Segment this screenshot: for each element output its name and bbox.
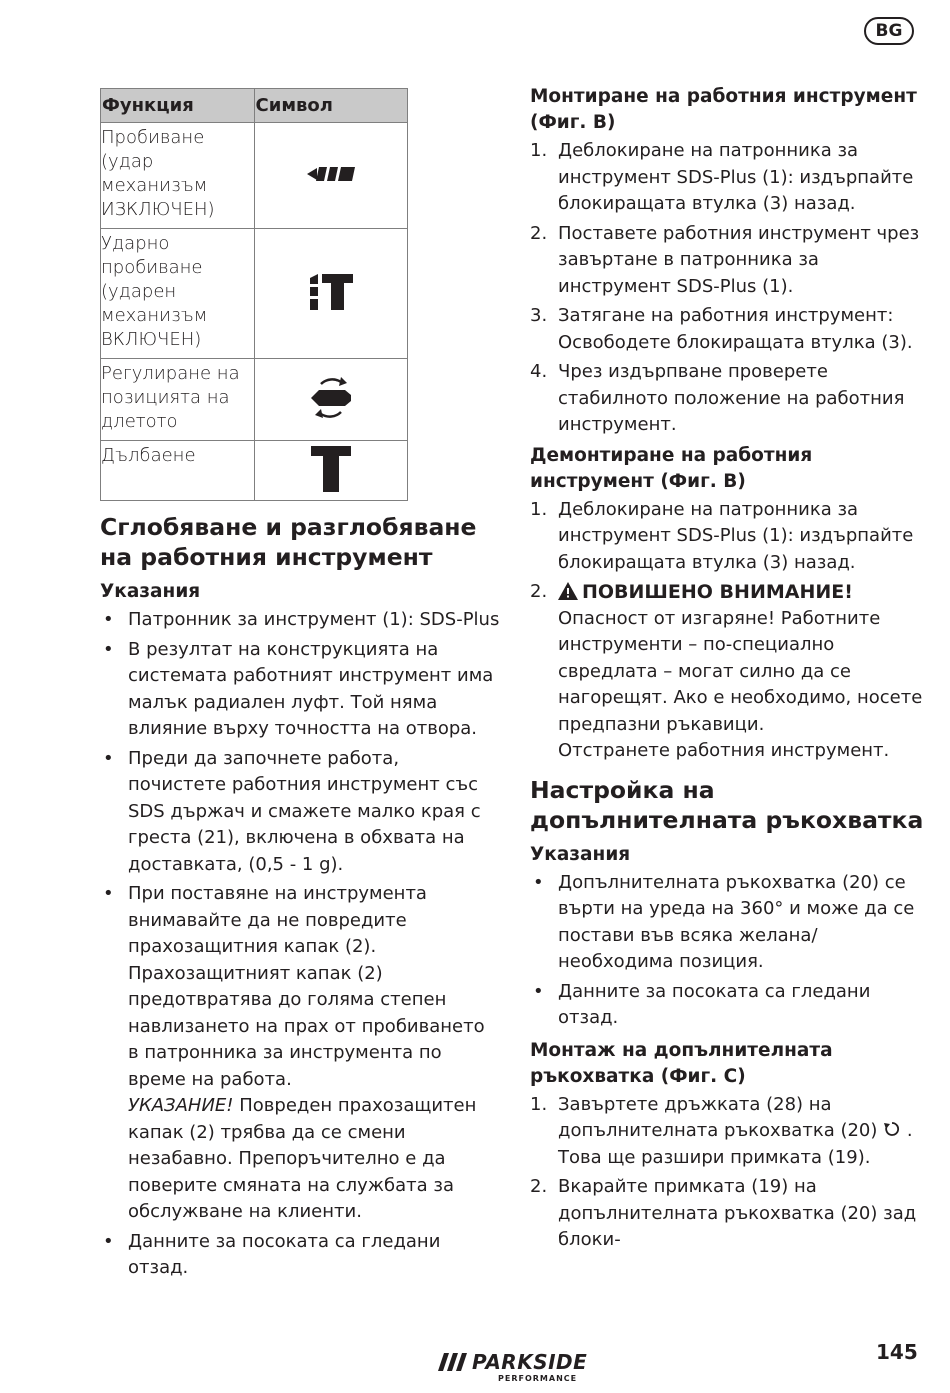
- table-cell-function: Пробиване (удар механизъм ИЗКЛЮЧЕН): [101, 123, 255, 229]
- step-number: 2.: [530, 581, 548, 602]
- table-cell-symbol: [254, 359, 408, 441]
- step-number: 2.: [530, 1176, 548, 1197]
- right-column: [530, 84, 925, 1257]
- table-cell-function: Дълбаене: [101, 441, 255, 501]
- list-item: [100, 746, 500, 879]
- list-item-text: Данните за посоката са гледани отзад.: [558, 980, 871, 1028]
- language-badge: BG: [864, 17, 914, 45]
- step-text: Деблокиране на патронника за инструмент SDS-Plus (1): издърпайте блокиращата втулка (3) назад.: [558, 498, 914, 573]
- chisel-rotate-icon: [307, 374, 355, 422]
- handle-mount-heading: Монтаж на допълнителната ръкохватка (Фиг. C): [530, 1039, 833, 1087]
- list-item: [530, 359, 925, 439]
- list-item-text: Допълнителната ръкохватка (20) се върти на уреда на 360° и може да се постави във всяка желана/необходима позиция.: [558, 871, 915, 972]
- list-item-text: Преди да започнете работа, почистете работния инструмент със SDS държач и смажете малко края с греста (21), включена в обхвата на доставката, (0,5 - 1 g).: [128, 747, 481, 875]
- list-item: [530, 221, 925, 301]
- warning-text: Опасност от изгаряне! Работните инструменти – по-специално свредлата – могат силно да се нагорещят. Ако е необходимо, носете предпазни ръкавици.: [558, 607, 923, 735]
- page-number: 145: [876, 1340, 918, 1364]
- note-label: УКАЗАНИЕ!: [128, 1095, 234, 1116]
- table-row: [101, 229, 408, 359]
- table-header-symbol: Символ: [254, 89, 408, 123]
- mount-heading: Монтиране на работния инструмент (Фиг. B): [530, 86, 917, 133]
- list-item: [530, 979, 925, 1032]
- brand-slashes-icon: [438, 1353, 468, 1371]
- list-item-text: Данните за посоката са гледани отзад.: [128, 1230, 441, 1278]
- brand-subtitle: PERFORMANCE: [498, 1374, 578, 1383]
- note-paragraph: [128, 1093, 500, 1226]
- list-item: [530, 497, 925, 577]
- step-text: . Това ще разшири примката (19).: [558, 1120, 913, 1168]
- warning-action: Отстранете работния инструмент.: [558, 740, 890, 761]
- hammer-drill-icon: [307, 272, 355, 312]
- warning-triangle-icon: [558, 582, 578, 600]
- assembly-heading: Сглобяване и разглобяване на работния инструмент: [100, 513, 477, 571]
- list-item: [530, 1174, 925, 1254]
- table-cell-symbol: [254, 123, 408, 229]
- parkside-logo: [438, 1351, 598, 1387]
- list-item-text: При поставяне на инструмента внимавайте да не повредите прахозащитния капак (2). Прахозащитният капак (2) предотвратява до голяма степен навлизането на прах от пробиването в патронника за инструмента по време на работа.: [128, 883, 485, 1090]
- handle-notes-heading: Указания: [530, 843, 631, 865]
- warning-heading: [558, 579, 925, 606]
- step-number: 4.: [530, 361, 548, 382]
- dismount-steps: [530, 497, 925, 765]
- handle-notes-list: [530, 870, 925, 1032]
- list-item: [530, 579, 925, 765]
- chisel-hammer-icon: [307, 444, 355, 494]
- function-symbol-table: [100, 88, 408, 501]
- brand-name: PARKSIDE: [472, 1350, 588, 1374]
- step-number: 1.: [530, 498, 548, 520]
- rotate-clockwise-icon: [883, 1120, 901, 1138]
- list-item: [100, 607, 500, 634]
- step-text: Затягане на работния инструмент: Освободете блокиращата втулка (3).: [558, 305, 913, 353]
- step-text: Поставете работния инструмент чрез завъртане в патронника за инструмент SDS-Plus (1).: [558, 222, 920, 297]
- list-item: [530, 138, 925, 218]
- table-row: [101, 123, 408, 229]
- table-row: [101, 441, 408, 501]
- note-text: Повреден прахозащитен капак (2) трябва да се смени незабавно. Препоръчително е да поверите смяната на службата за обслужване на клиенти.: [128, 1095, 477, 1222]
- table-cell-function: Регулиране на позицията на длетото: [101, 359, 255, 441]
- notes-heading: Указания: [100, 581, 201, 602]
- list-item: [530, 870, 925, 976]
- mount-steps: [530, 138, 925, 439]
- table-header-function: Функция: [101, 89, 255, 123]
- step-number: 3.: [530, 305, 548, 326]
- drill-icon: [307, 164, 355, 184]
- step-number: 1.: [530, 140, 548, 161]
- table-cell-symbol: [254, 229, 408, 359]
- table-cell-symbol: [254, 441, 408, 501]
- table-header-row: [101, 89, 408, 123]
- step-text: Чрез издърпване проверете стабилното положение на работния инструмент.: [558, 361, 905, 435]
- handle-heading: Настройка на допълнителната ръкохватка: [530, 775, 924, 834]
- list-item-text: Патронник за инструмент (1): SDS-Plus: [128, 609, 500, 630]
- step-text: Деблокиране на патронника за инструмент SDS-Plus (1): издърпайте блокиращата втулка (3) назад.: [558, 140, 914, 214]
- table-cell-function: Ударно пробиване (ударен механизъм ВКЛЮЧЕН): [101, 229, 255, 359]
- list-item: [530, 303, 925, 356]
- list-item: [100, 1229, 500, 1282]
- handle-mount-steps: [530, 1092, 925, 1254]
- list-item: [100, 881, 500, 1226]
- dismount-heading: Демонтиране на работния инструмент (Фиг. B): [530, 444, 813, 492]
- table-row: [101, 359, 408, 441]
- step-text: Завъртете дръжката (28) на допълнителната ръкохватка (20): [558, 1093, 878, 1141]
- list-item-text: В резултат на конструкцията на системата работният инструмент има малък радиален луфт. Той няма влияние върху точността на отвора.: [128, 638, 494, 739]
- left-column: [100, 88, 500, 1285]
- list-item: [530, 1092, 925, 1172]
- step-number: 2.: [530, 222, 548, 244]
- step-number: 1.: [530, 1093, 548, 1115]
- step-text: Вкарайте примката (19) на допълнителната ръкохватка (20) зад блоки-: [558, 1176, 917, 1250]
- warning-title: ПОВИШЕНО ВНИМАНИЕ!: [582, 581, 853, 603]
- notes-list: [100, 607, 500, 1282]
- list-item: [100, 637, 500, 743]
